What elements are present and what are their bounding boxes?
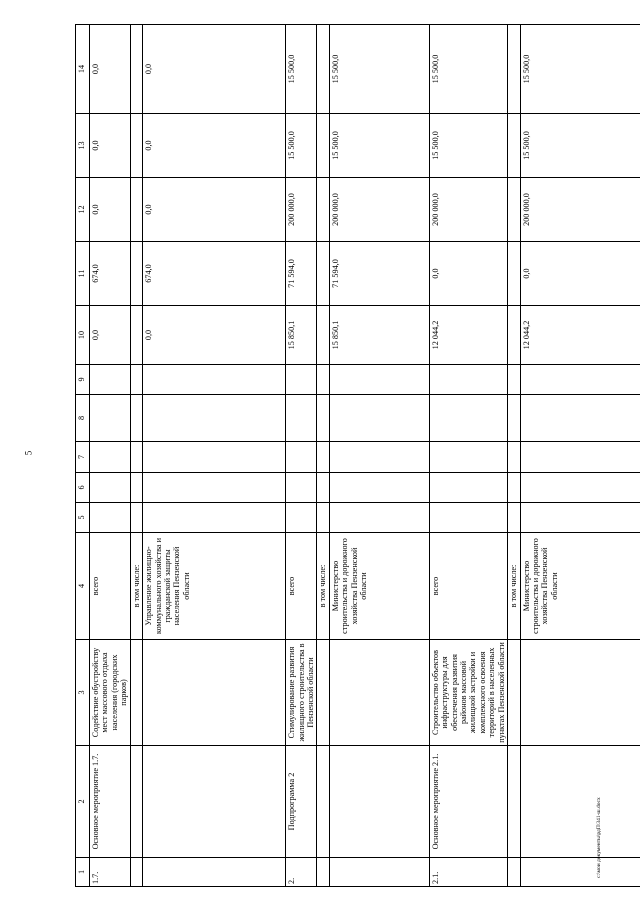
rotated-table-container bbox=[75, 25, 614, 887]
table-cell bbox=[286, 365, 317, 395]
table-cell bbox=[317, 242, 329, 306]
table-cell: 71 594,0 bbox=[329, 242, 429, 306]
table-cell bbox=[90, 395, 131, 442]
table-row bbox=[520, 25, 640, 887]
table-cell bbox=[317, 395, 329, 442]
table-cell bbox=[429, 442, 507, 473]
table-cell: 0,0 bbox=[143, 25, 286, 114]
table-cell bbox=[329, 365, 429, 395]
table-cell bbox=[130, 442, 142, 473]
table-cell bbox=[508, 242, 520, 306]
table-cell bbox=[329, 640, 429, 746]
header-cell: 1 bbox=[76, 858, 90, 887]
table-cell bbox=[143, 858, 286, 887]
table-cell bbox=[317, 473, 329, 503]
table-cell bbox=[508, 365, 520, 395]
table-cell: Содействие обустройству мест массового отдыха населения (городских парков) bbox=[90, 640, 131, 746]
table-cell: 15 500,0 bbox=[429, 114, 507, 178]
table-cell bbox=[90, 442, 131, 473]
table-cell bbox=[130, 306, 142, 365]
table-cell bbox=[286, 503, 317, 533]
table-cell: 0,0 bbox=[90, 25, 131, 114]
table-cell: 15 500,0 bbox=[286, 114, 317, 178]
table-cell bbox=[143, 640, 286, 746]
table-cell: 2. bbox=[286, 858, 317, 887]
table-cell bbox=[90, 365, 131, 395]
table-cell bbox=[90, 503, 131, 533]
table-cell bbox=[329, 858, 429, 887]
table-cell bbox=[130, 114, 142, 178]
table-row bbox=[317, 25, 329, 887]
table-row bbox=[286, 25, 317, 887]
table-cell bbox=[429, 473, 507, 503]
table-cell bbox=[317, 178, 329, 242]
table-cell bbox=[130, 178, 142, 242]
table-cell bbox=[317, 114, 329, 178]
page-number: 5 bbox=[23, 450, 34, 456]
header-cell: 10 bbox=[76, 306, 90, 365]
table-cell bbox=[143, 473, 286, 503]
header-cell: 13 bbox=[76, 114, 90, 178]
table-cell bbox=[329, 395, 429, 442]
table-cell bbox=[329, 746, 429, 858]
table-cell: 15 500,0 bbox=[286, 25, 317, 114]
table-cell: 200 000,0 bbox=[429, 178, 507, 242]
table-row bbox=[90, 25, 131, 887]
table-cell bbox=[317, 746, 329, 858]
table-cell: Основное мероприятие 1.7. bbox=[90, 746, 131, 858]
table-cell bbox=[286, 395, 317, 442]
table-cell bbox=[130, 746, 142, 858]
table-cell bbox=[329, 442, 429, 473]
table-cell: 0,0 bbox=[90, 114, 131, 178]
table-cell bbox=[130, 858, 142, 887]
table-cell bbox=[429, 395, 507, 442]
table-cell bbox=[329, 503, 429, 533]
table-row bbox=[143, 25, 286, 887]
header-cell: 14 bbox=[76, 25, 90, 114]
table-cell: Строительство объектов инфраструктуры для обеспечения развития районов массовой жилищной застройки и комплексного освоения территорий в населенных пунктах Пензенской области bbox=[429, 640, 507, 746]
table-cell bbox=[508, 473, 520, 503]
table-cell bbox=[130, 395, 142, 442]
table-cell: всего bbox=[286, 533, 317, 640]
table-cell bbox=[317, 25, 329, 114]
table-cell: всего bbox=[90, 533, 131, 640]
table-cell bbox=[508, 178, 520, 242]
header-cell: 12 bbox=[76, 178, 90, 242]
header-cell: 8 bbox=[76, 395, 90, 442]
header-cell: 3 bbox=[76, 640, 90, 746]
table-cell bbox=[130, 503, 142, 533]
table-cell bbox=[508, 25, 520, 114]
table-cell: 15 850,1 bbox=[329, 306, 429, 365]
header-cell: 4 bbox=[76, 533, 90, 640]
table-cell: Подпрограмма 2 bbox=[286, 746, 317, 858]
table-cell: 0,0 bbox=[429, 242, 507, 306]
table-cell: 200 000,0 bbox=[286, 178, 317, 242]
header-cell: 6 bbox=[76, 473, 90, 503]
table-cell: Министерство строительства и дорожного хозяйства Пензенской области bbox=[329, 533, 429, 640]
budget-table bbox=[75, 24, 640, 887]
table-cell: 15 500,0 bbox=[520, 25, 640, 114]
table-cell bbox=[508, 746, 520, 858]
table-cell: 12 044,2 bbox=[429, 306, 507, 365]
table-cell bbox=[508, 858, 520, 887]
table-cell: 71 594,0 bbox=[286, 242, 317, 306]
table-cell bbox=[520, 365, 640, 395]
table-cell bbox=[508, 114, 520, 178]
table-cell: 200 000,0 bbox=[520, 178, 640, 242]
header-cell: 5 bbox=[76, 503, 90, 533]
table-cell: Министерство строительства и дорожного хозяйства Пензенской области bbox=[520, 533, 640, 640]
table-cell: в том числе: bbox=[130, 533, 142, 640]
table-cell: Управление жилищно-коммунального хозяйства и гражданской защиты населения Пензенской области bbox=[143, 533, 286, 640]
table-cell bbox=[508, 395, 520, 442]
table-cell bbox=[520, 395, 640, 442]
table-cell: в том числе: bbox=[508, 533, 520, 640]
table-cell bbox=[508, 306, 520, 365]
table-cell: 1.7. bbox=[90, 858, 131, 887]
table-cell bbox=[429, 365, 507, 395]
table-cell bbox=[520, 858, 640, 887]
table-cell bbox=[143, 365, 286, 395]
table-cell: Стимулирование развития жилищного строительства в Пензенской области bbox=[286, 640, 317, 746]
table-cell: в том числе: bbox=[317, 533, 329, 640]
table-row bbox=[429, 25, 507, 887]
table-cell bbox=[143, 442, 286, 473]
header-row bbox=[76, 25, 90, 887]
table-cell: 0,0 bbox=[90, 178, 131, 242]
table-cell bbox=[317, 640, 329, 746]
table-cell bbox=[429, 503, 507, 533]
table-cell: 674,0 bbox=[90, 242, 131, 306]
table-cell: 0,0 bbox=[90, 306, 131, 365]
table-cell bbox=[317, 503, 329, 533]
table-cell bbox=[143, 746, 286, 858]
table-cell bbox=[520, 746, 640, 858]
table-cell bbox=[520, 473, 640, 503]
table-cell: 2.1. bbox=[429, 858, 507, 887]
header-cell: 11 bbox=[76, 242, 90, 306]
table-cell: 674,0 bbox=[143, 242, 286, 306]
header-cell: 9 bbox=[76, 365, 90, 395]
table-cell: Основное мероприятие 2.1. bbox=[429, 746, 507, 858]
table-cell bbox=[130, 640, 142, 746]
table-cell bbox=[143, 503, 286, 533]
table-cell bbox=[90, 473, 131, 503]
table-cell bbox=[317, 858, 329, 887]
table-cell bbox=[317, 365, 329, 395]
table-cell bbox=[520, 640, 640, 746]
table-row bbox=[329, 25, 429, 887]
table-cell bbox=[130, 365, 142, 395]
table-cell: 15 500,0 bbox=[329, 114, 429, 178]
table-cell bbox=[520, 442, 640, 473]
table-cell bbox=[130, 473, 142, 503]
table-cell: 12 044,2 bbox=[520, 306, 640, 365]
table-row bbox=[130, 25, 142, 887]
header-cell: 2 bbox=[76, 746, 90, 858]
table-cell: 15 500,0 bbox=[520, 114, 640, 178]
table-cell bbox=[143, 395, 286, 442]
table-cell bbox=[508, 640, 520, 746]
table-cell: 15 500,0 bbox=[429, 25, 507, 114]
table-cell bbox=[508, 503, 520, 533]
table-cell bbox=[317, 306, 329, 365]
table-cell bbox=[508, 442, 520, 473]
table-cell: 0,0 bbox=[143, 306, 286, 365]
table-cell bbox=[520, 503, 640, 533]
table-cell: 0,0 bbox=[143, 114, 286, 178]
table-cell bbox=[317, 442, 329, 473]
header-cell: 7 bbox=[76, 442, 90, 473]
table-cell bbox=[329, 473, 429, 503]
table-cell bbox=[130, 25, 142, 114]
table-cell bbox=[286, 473, 317, 503]
table-row bbox=[508, 25, 520, 887]
table-cell: 200 000,0 bbox=[329, 178, 429, 242]
table-cell bbox=[286, 442, 317, 473]
table-cell bbox=[130, 242, 142, 306]
table-cell: 15 500,0 bbox=[329, 25, 429, 114]
file-path-footer: c:\мои документы\рдП\341-ш.docx bbox=[596, 797, 602, 878]
table-cell: 0,0 bbox=[143, 178, 286, 242]
table-cell: всего bbox=[429, 533, 507, 640]
table-cell: 15 850,1 bbox=[286, 306, 317, 365]
table-cell: 0,0 bbox=[520, 242, 640, 306]
table-body bbox=[76, 25, 640, 887]
